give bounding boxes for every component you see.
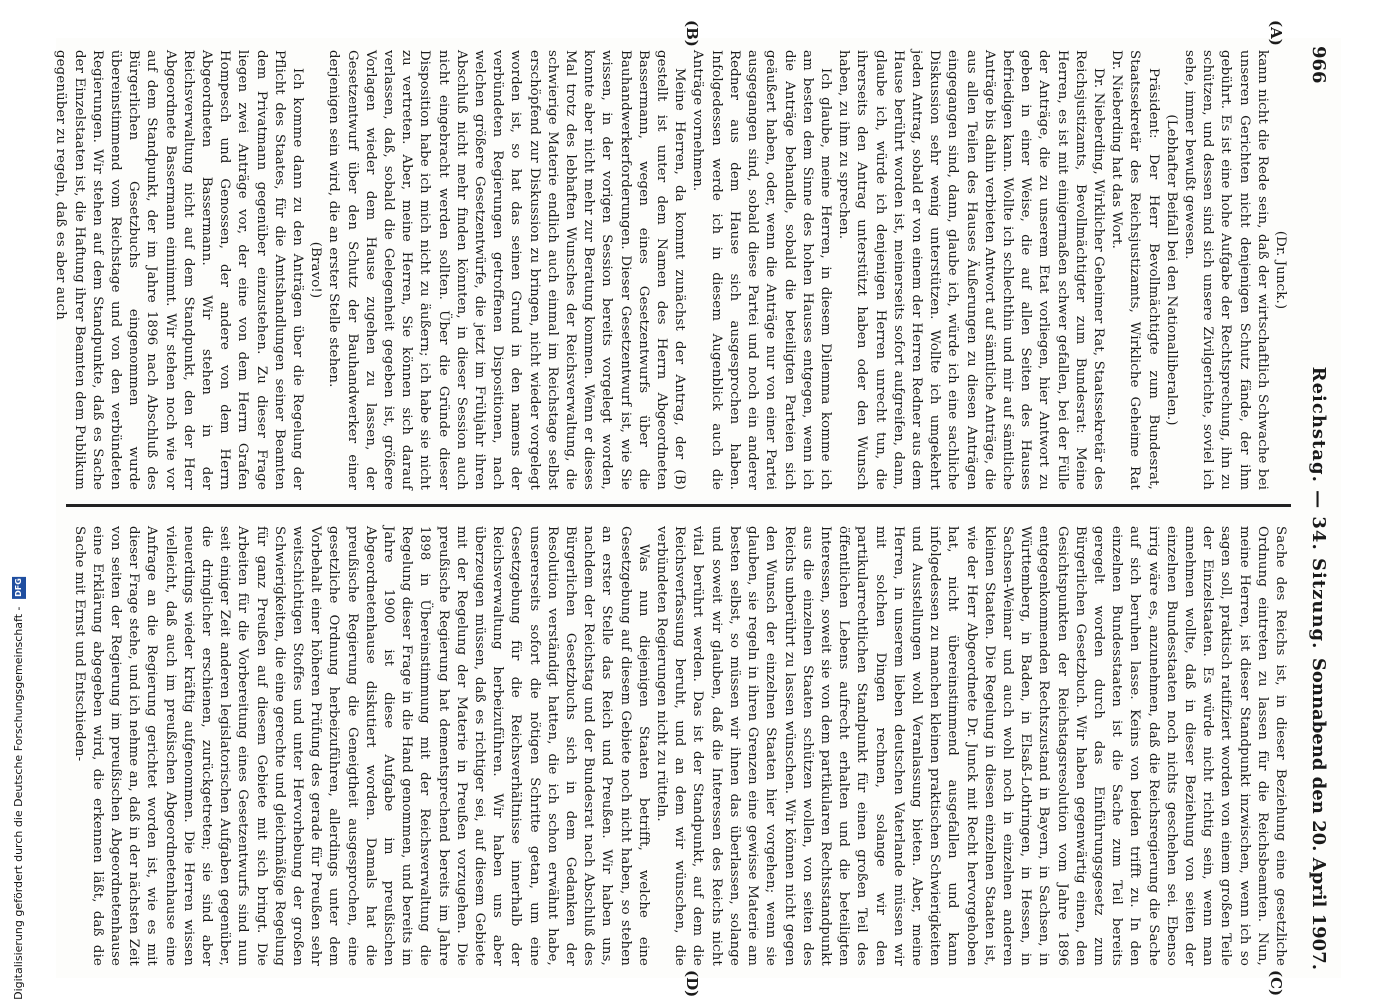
page-header [1295, 38, 1341, 978]
paragraph: Meine Herren, da kommt zunächst der Antrag, der (B) gestellt ist unter dem Namen des Herrn Abgeordneten Bassermann, wegen eines Gesetzentwurfs über die Bauhandwerkerforderungen. Dieser Gesetzentwurf ist, wie Sie wissen, in der vorigen Session bereits vorgelegt worden, konnte aber nicht mehr zur Beratung kommen. Wenn er dieses Mal trotz des lebhaften Wunsches der Reichsverwaltung, die schwierige Materie endlich auch einmal im Reichstage selbst erschöpfend zur Diskussion zu bringen, nicht wieder vorgelegt worden ist, so hat das seinen Grund in den namens der verbündeten Regierungen getroffenen Dispositionen, nach welchen größere Gesetzentwürfe, die jetzt im Frühjahr ihren Abschluß nicht mehr finden könnten, in dieser Session auch nicht eingebracht werden sollten. Über die Gründe dieser Disposition habe ich mich nicht zu äußern; ich habe sie nicht zu vertreten. Aber, meine Herren, Sie können sich darauf verlassen, daß, sobald die Gelegenheit gegeben ist, größere Vorlagen wieder dem Hause zugehen zu lassen, der Gesetzentwurf über den Schutz der Bauhandwerker einer derjenigen sein wird, die an erster Stelle stehen. [326, 50, 688, 490]
right-column [71, 526, 1289, 966]
paragraph: Ich glaube, meine Herren, in diesem Dilemma komme ich am besten dem Sinne des hohen Hauses entgegen, wenn ich die Anträge behandle, sobald die beteiligten Parteien sich geäußert haben, oder, wenn die Anträge nur von einer Partei ausgegangen sind, sobald diese Partei und noch ein anderer Redner aus dem Hause sich ausgesprochen haben. Infolgedessen werde ich in diesem Augenblick auch die Anträge vornehmen. [690, 50, 833, 490]
margin-marker-b: (B) [683, 20, 701, 47]
paragraph: Präsident: Der Herr Bevollmächtigte zum Bundesrat, Staatssekretär des Reichsjustizamts, Wirkliche Geheime Rat Dr. Nieberding hat das Wort. [1109, 50, 1161, 490]
paragraph: Was nun diejenigen Staaten betrifft, welche eine Gesetzgebung auf diesem Gebiete noch nicht haben, so stehen an erster Stelle das Reich und Preußen. Wir haben uns, nachdem der Reichstag und der Bundesrat nach Abschluß des Bürgerlichen Gesetzbuchs sich in dem Gedanken der Resolution verständigt hatten, die ich schon erwähnt habe, unsererseits sofort die nötigen Schritte getan, um eine Gesetzgebung für die Reichsverhältnisse innerhalb der Reichsverwaltung herbeizuführen. Wir haben uns aber überzeugen müssen, daß es richtiger sei, auf diesem Gebiete mit der Regelung der Materie in Preußen vorzugehen. Die preußische Regierung hat dementsprechend bereits im Jahre 1898 in Übereinstimmung mit der Reichsverwaltung die Regelung dieser Frage in die Hand genommen, und bereits im Jahre 1900 ist diese Aufgabe im preußischen Abgeordnetenhause diskutiert worden. Damals hat die preußische Regierung die Geneigtheit ausgesprochen, eine gesetzliche Ordnung herbeizuführen, allerdings unter dem Vorbehalt einer höheren Prüfung des gerade für Preußen sehr weitschichtigen Stoffes und unter Hervorhebung der großen Schwierigkeiten, die eine gerechte und gleichmäßige Regelung für ganz Preußen auf diesem Gebiete mit sich bringt. Die Arbeiten für die Vorbereitung eines Gesetzentwurfs sind nun seit einiger Zeit anderen legislatorischen Aufgaben gegenüber, die dringlicher erschienen, zurückgetreten; sie sind aber neuerdings wieder kräftig aufgenommen. Die Herren wissen vielleicht, daß auch im preußischen Abgeordnetenhause eine Anfrage an die Regierung gerichtet worden ist, wie es mit dieser Frage stehe, und ich nehme an, daß in der nächsten Zeit von seiten der Regierung im preußischen Abgeordnetenhause eine Erklärung abgegeben wird, die erkennen läßt, daß die Sache mit Ernst und Entschieden- [71, 526, 651, 966]
margin-marker-a: (A) [1267, 20, 1285, 46]
left-column [53, 50, 1289, 490]
paragraph: Sache des Reichs ist, in dieser Beziehung eine gesetzliche Ordnung eintreten zu lassen für die Reichsbeamten. Nun, meine Herren, ist dieser Standpunkt inzwischen, wenn ich so sagen soll, praktisch ratifiziert worden von einem großen Teile der Einzelstaaten. Es würde nicht richtig sein, wenn man annehmen wollte, daß in dieser Beziehung von seiten der einzelnen Bundesstaaten noch nichts geschehen sei. Ebenso irrig wäre es, anzunehmen, daß die Reichsregierung die Sache auf sich beruhen lasse. Keins von beiden trifft zu. In den einzelnen Bundesstaaten ist die Sache zum Teil bereits geregelt worden durch das Einführungsgesetz zum Bürgerlichen Gesetzbuch. Wir haben gegenwärtig einen, den Gesichtspunkten der Reichstagsresolution vom Jahre 1896 entgegenkommenden Rechtszustand in Bayern, in Sachsen, in Württemberg, in Baden, in Elsaß-Lothringen, in Hessen, in Sachsen-Weimar und auch wohl noch in einzelnen anderen kleinen Staaten. Die Regelung in diesen einzelnen Staaten ist, wie der Herr Abgeordnete Dr. Junck mit Recht hervorgehoben hat, nicht übereinstimmend ausgefallen und kann infolgedessen zu manchen kleinen praktischen Schwierigkeiten und Ausstellungen wohl Veranlassung bieten. Aber, meine Herren, in unserem lieben deutschen Vaterlande müssen wir mit solchen Dingen rechnen, solange wir den partikularrechtlichen Standpunkt für einen großen Teil des öffentlichen Lebens aufrecht erhalten und die beteiligten Interessen, soweit sie von dem partikularen Rechtsstandpunkt aus die einzelnen Staaten schützen wollen, von seiten des Reichs unberührt zu lassen wünschen. Wir können nicht gegen den Wunsch der einzelnen Staaten hier vorgehen; wenn sie glauben, sie regeln in ihren Grenzen eine gewisse Materie am besten selbst, so müssen wir ihnen das überlassen, solange und soweit wir glauben, daß die Interessen des Reichs nicht vital berührt werden. Das ist der Standpunkt, auf dem die Reichsverfassung beruht, und an dem wir wünschen, die verbündeten Regierungen nicht zu rütteln. [654, 526, 1288, 966]
applause-note: (Bravo!) [308, 241, 324, 299]
paragraph: kann nicht die Rede sein, daß der wirtschaftlich Schwache bei unseren Gerichten nicht denjenigen Schutz fände, der ihm gebührt. Es ist eine hohe Aufgabe der Rechtsprechung, ihn zu schützen, und dessen sind sich unsere Zivilgerichte, soviel ich sehe, immer bewußt gewesen. [1181, 50, 1270, 490]
session-date: Sonnabend den 20. April 1907. [1308, 657, 1329, 970]
margin-marker-c: (C) [1267, 970, 1285, 997]
paragraph: Dr. Nieberding, Wirklicher Geheimer Rat, Staatssekretär des Reichsjustizamts, Bevollmächtigter zum Bundesrat: Meine Herren, es ist mit einigermaßen schwer gefallen, bei der Fülle der Anträge, die zu unserem Etat vorliegen, hier Antwort zu geben in einer Weise, die auf allen Seiten des Hauses befriedigen kann. Wollte ich schlechthin und mir auf sämtliche Anträge bis dahin verbieten Antwort auf sämtliche Anträge, die aus allen Teilen des Hauses Äußerungen zu diesen Anträgen eingegangen sind, dann, glaube ich, würde ich eine sachliche Diskussion sehr wenig unterstützen. Wollte ich umgekehrt jeden Antrag, sobald er von einem der Herren Redner aus dem Hause berührt worden ist, meinerseits sofort aufgreifen, dann, glaube ich, würde ich denjenigen Herren unrecht tun, die ihrerseits den Antrag unterstützt haben oder den Wunsch haben, zu ihm zu sprechen. [836, 50, 1106, 490]
document-page [53, 20, 1341, 998]
applause-note: (Lebhafter Beifall bei den Nationalliberalen.) [1163, 114, 1179, 426]
margin-marker-d: (D) [683, 970, 701, 998]
page-number: 966 [1308, 46, 1329, 84]
speaker-note: (Dr. Junck.) [1273, 230, 1288, 310]
dfg-logo: DFG [12, 577, 26, 599]
paragraph: Ich komme dann zu den Anträgen über die Regelung der Pflicht des Staates, für die Amtshandlungen seiner Beamten dem Privatmann gegenüber einzustehen. Zu dieser Frage liegen zwei Anträge vor, der eine von dem Herrn Grafen Hompesch und Genossen, der andere von dem Herrn Abgeordneten Bassermann. Wir stehen in der Reichsverwaltung nicht auf dem Standpunkt, den der Herr Abgeordnete Bassermann einnimmt. Wir stehen noch wie vor auf dem Standpunkt, der im Jahre 1896 nach Abschluß des Bürgerlichen Gesetzbuchs eingenommen wurde übereinstimmend vom Reichstage und von den verbündeten Regierungen. Wir stehen auf dem Standpunkte, daß es Sache der Einzelstaaten ist, die Haftung ihrer Beamten dem Publikum gegenüber zu regeln, daß es aber auch [53, 50, 306, 490]
column-divider [66, 504, 1291, 507]
digitization-credit [6, 0, 32, 1000]
running-title: Reichstag. — 34. Sitzung. [1308, 366, 1329, 650]
credit-text: Digitalisierung gefördert durch die Deutsche Forschungsgemeinschaft - [12, 606, 25, 1000]
